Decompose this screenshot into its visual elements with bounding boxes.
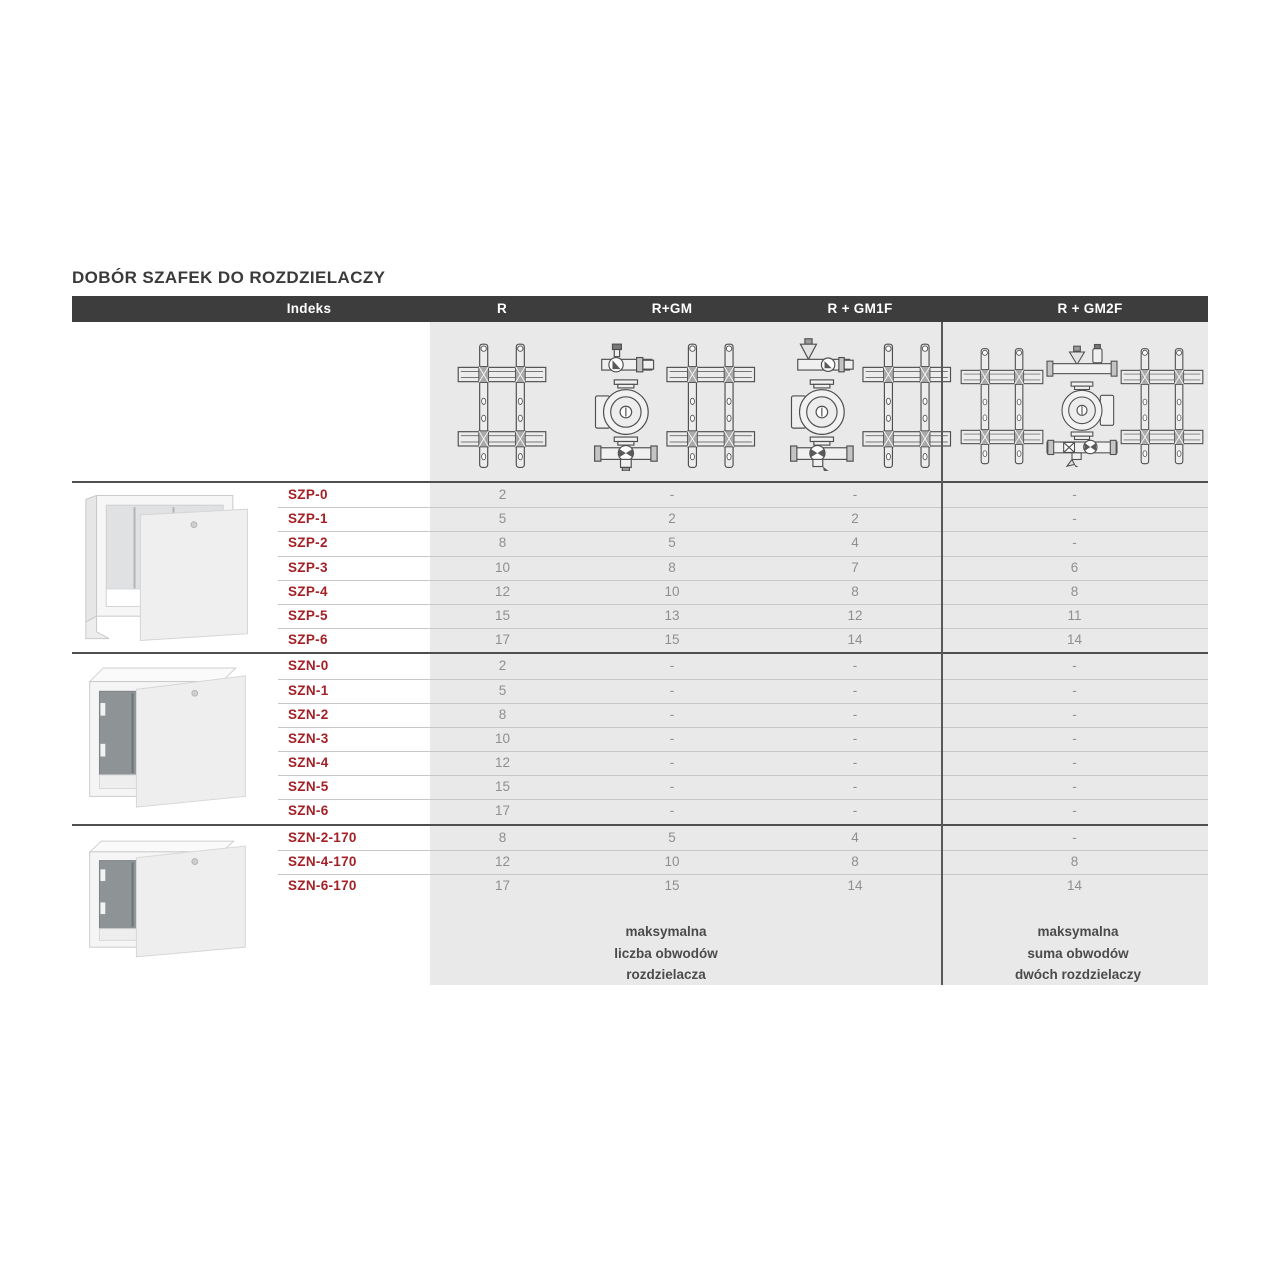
- footnote-line: maksymalna: [625, 924, 707, 939]
- cell-value: -: [1072, 682, 1077, 698]
- cell-value: 17: [494, 632, 511, 648]
- cell-value: -: [669, 730, 675, 746]
- cell-value: 5: [498, 511, 507, 527]
- row-index-label: SZP-2: [288, 535, 328, 551]
- cell-value: -: [852, 658, 858, 674]
- cell-value: 12: [494, 583, 511, 599]
- cell-value: 7: [851, 559, 859, 575]
- row-group: [72, 824, 1208, 899]
- table-header: [72, 296, 1208, 322]
- cell-value: 5: [668, 829, 676, 845]
- header-col-r-gm: R+GM: [651, 301, 693, 316]
- cell-value: -: [669, 682, 675, 698]
- row-group: [72, 652, 1208, 823]
- cell-value: 14: [847, 878, 863, 893]
- cell-value: 14: [847, 632, 863, 648]
- row-group: [72, 481, 1208, 652]
- footnote-max-circuits: [614, 921, 718, 986]
- footnote-line: dwóch rozdzielaczy: [1014, 967, 1142, 982]
- row-index-label: SZN-4-170: [288, 853, 357, 869]
- cell-value: 17: [494, 803, 511, 819]
- cell-value: 15: [664, 878, 680, 893]
- row-index-label: SZN-2: [288, 706, 329, 722]
- page-title: DOBÓR SZAFEK DO ROZDZIELACZY: [72, 268, 386, 287]
- table-row: [72, 850, 1208, 874]
- table-row: [72, 654, 1208, 678]
- cell-value: -: [1072, 829, 1077, 845]
- cell-value: 2: [668, 511, 676, 527]
- cell-value: -: [669, 803, 675, 819]
- table-row: [72, 556, 1208, 580]
- cell-value: -: [669, 779, 675, 795]
- cell-value: 10: [494, 730, 511, 746]
- footnote-max-sum-circuits: [1015, 921, 1141, 986]
- cell-value: -: [1072, 779, 1077, 795]
- row-index-label: SZP-5: [288, 607, 328, 623]
- cell-value: -: [852, 755, 858, 771]
- row-index-label: SZP-0: [288, 487, 328, 502]
- cell-value: -: [669, 658, 675, 674]
- cell-value: -: [1072, 730, 1077, 746]
- cell-value: 12: [494, 853, 511, 869]
- cell-value: -: [852, 682, 858, 698]
- cell-value: -: [852, 730, 858, 746]
- cell-value: 8: [498, 535, 507, 551]
- table-row: [72, 483, 1208, 507]
- row-index-label: SZP-1: [288, 511, 328, 527]
- cell-value: 11: [1067, 607, 1082, 623]
- table-row: [72, 751, 1208, 775]
- cell-value: 8: [498, 829, 507, 845]
- row-index-label: SZN-0: [288, 658, 329, 674]
- footnote-line: rozdzielacza: [626, 967, 706, 982]
- row-index-label: SZN-2-170: [288, 829, 357, 845]
- row-index-label: SZN-3: [288, 730, 329, 746]
- cell-value: -: [1072, 511, 1077, 527]
- row-index-label: SZP-3: [288, 559, 328, 575]
- cell-value: -: [1072, 487, 1077, 502]
- cell-value: 14: [1066, 632, 1083, 648]
- cell-value: -: [852, 706, 858, 722]
- row-index-label: SZP-4: [288, 583, 328, 599]
- cell-value: 8: [668, 559, 676, 575]
- gm2f-column-divider-line: [941, 322, 943, 985]
- table-row: [72, 799, 1208, 823]
- cell-value: -: [669, 755, 675, 771]
- header-col-r-gm2f: R + GM2F: [1057, 301, 1123, 316]
- cell-value: 8: [1070, 583, 1079, 599]
- cell-value: -: [1072, 803, 1077, 819]
- cell-value: 12: [847, 607, 863, 623]
- cell-value: -: [1072, 706, 1077, 722]
- row-index-label: SZN-6-170: [288, 878, 357, 893]
- cell-value: 8: [1070, 853, 1079, 869]
- table-row: [72, 580, 1208, 604]
- cell-value: 2: [498, 658, 507, 674]
- cell-value: 15: [494, 779, 511, 795]
- table-row: [72, 604, 1208, 628]
- row-index-label: SZN-5: [288, 779, 329, 795]
- cell-value: -: [1072, 535, 1077, 551]
- cell-value: -: [1072, 755, 1077, 771]
- manifold-r-gm1f-drawing: [788, 337, 954, 471]
- cell-value: 6: [1070, 559, 1079, 575]
- header-col-indeks: Indeks: [286, 301, 332, 316]
- row-index-label: SZN-6: [288, 803, 329, 819]
- cell-value: 5: [668, 535, 676, 551]
- row-index-label: SZN-4: [288, 755, 329, 771]
- cell-value: 10: [664, 583, 680, 599]
- table-row: [72, 628, 1208, 652]
- cell-value: 2: [851, 511, 859, 527]
- row-index-label: SZN-1: [288, 682, 329, 698]
- table-row: [72, 507, 1208, 531]
- cell-value: -: [852, 779, 858, 795]
- footnote-line: liczba obwodów: [614, 945, 718, 961]
- cell-value: -: [852, 487, 858, 502]
- cell-value: -: [669, 706, 675, 722]
- cell-value: 15: [494, 607, 511, 623]
- cell-value: -: [1072, 658, 1077, 674]
- cell-value: -: [852, 803, 858, 819]
- cell-value: 8: [851, 583, 859, 599]
- cell-value: 8: [851, 853, 859, 869]
- table-row: [72, 703, 1208, 727]
- table-row: [72, 531, 1208, 555]
- cell-value: -: [669, 487, 675, 502]
- manifold-r-gm-drawing: [592, 337, 758, 471]
- cell-value: 2: [498, 487, 507, 502]
- table-row: [72, 826, 1208, 850]
- footnote-line: suma obwodów: [1027, 945, 1129, 961]
- cell-value: 14: [1066, 878, 1083, 893]
- cell-value: 15: [664, 632, 680, 648]
- cell-value: 5: [498, 682, 507, 698]
- header-col-r: R: [496, 301, 508, 316]
- header-col-r-gm1f: R + GM1F: [827, 301, 893, 316]
- cell-value: 17: [494, 878, 511, 893]
- cell-value: 10: [664, 853, 680, 869]
- table-row: [72, 727, 1208, 751]
- manifold-r-drawing: [456, 337, 548, 471]
- table-row: [72, 775, 1208, 799]
- footnote-line: maksymalna: [1037, 924, 1119, 939]
- cell-value: 8: [498, 706, 507, 722]
- cell-value: 4: [851, 535, 859, 551]
- cell-value: 4: [851, 829, 859, 845]
- table-body: [72, 481, 1208, 898]
- table-row: [72, 679, 1208, 703]
- manifold-r-gm2f-drawing: [960, 342, 1204, 467]
- cell-value: 12: [494, 755, 511, 771]
- cell-value: 13: [664, 607, 680, 623]
- row-index-label: SZP-6: [288, 632, 328, 648]
- table-row: [72, 874, 1208, 898]
- cell-value: 10: [494, 559, 511, 575]
